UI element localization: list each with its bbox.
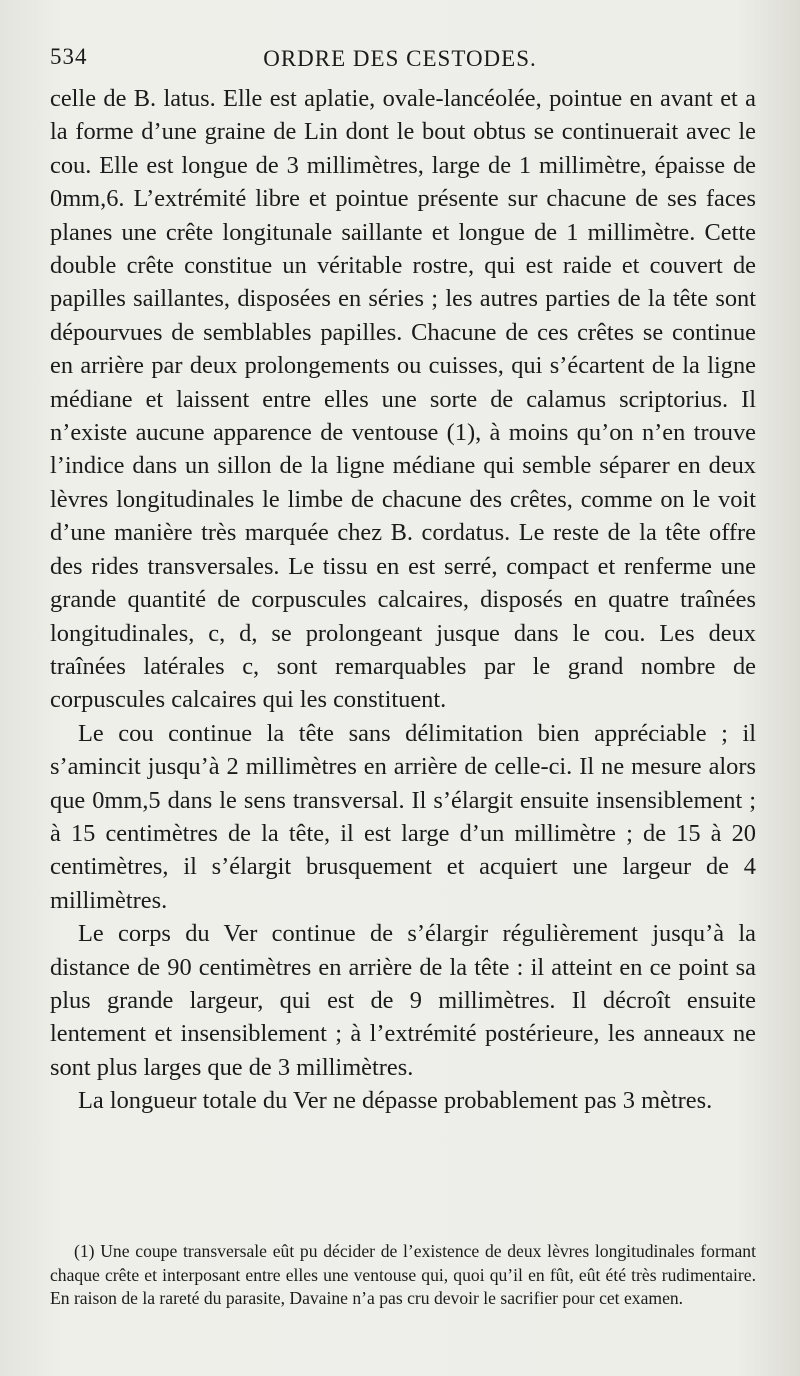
paragraph-head-description: celle de B. latus. Elle est aplatie, ovale-lancéolée, pointue en avant et a la forme d’une graine de Lin dont le bout obtus se continuerait avec le cou. Elle est longue de 3 millimètres, large de 1 millimètre, épaisse de 0mm,6. L’extrémité libre et pointue présente sur chacune de ses faces planes une crête longitunale saillante et longue de 1 millimètre. Cette double crête constitue un véritable rostre, qui est raide et couvert de papilles saillantes, disposées en séries ; les autres parties de la tête sont dépourvues de semblables papilles. Chacune de ces crêtes se continue en arrière par deux prolongements ou cuisses, qui s’écartent de la ligne médiane et laissent entre elles une sorte de calamus scriptorius. Il n’existe aucune apparence de ventouse (1), à moins qu’on n’en trouve l’indice dans un sillon de la ligne médiane qui semble séparer en deux lèvres longitudinales le limbe de chacune des crêtes, comme on le voit d’une manière très marquée chez B. cordatus. Le reste de la tête offre des rides transversales. Le tissu en est serré, compact et renferme une grande quantité de corpuscules calcaires, disposés en quatre traînées longitudinales, c, d, se prolongeant jusque dans le cou. Les deux traînées latérales c, sont remarquables par le grand nombre de corpuscules calcaires qui les constituent.: [50, 85, 756, 714]
footnote: (1) Une coupe transversale eût pu décider de l’existence de deux lèvres longitudinales formant chaque crête et interposant entre elles une ventouse qui, quoi qu’il en fût, eût été très rudimentaire. En raison de la rareté du parasite, Davaine n’a pas cru devoir le sacrifier pour cet examen.: [50, 1241, 756, 1309]
page-header: [50, 38, 750, 78]
paragraph-body-width: Le corps du Ver continue de s’élargir régulièrement jusqu’à la distance de 90 centimètres en arrière de la tête : il atteint en ce point sa plus grande largeur, qui est de 9 millimètres. Il décroît ensuite lentement et insensiblement ; à l’extrémité postérieure, les anneaux ne sont plus larges que de 3 millimètres.: [50, 920, 756, 1081]
body-text: [50, 82, 756, 1118]
paragraph-total-length: La longueur totale du Ver ne dépasse probablement pas 3 mètres.: [78, 1087, 713, 1115]
paragraph-neck: Le cou continue la tête sans délimitation bien appréciable ; il s’amincit jusqu’à 2 millimètres en arrière de celle-ci. Il ne mesure alors que 0mm,5 dans le sens transversal. Il s’élargit ensuite insensiblement ; à 15 centimètres de la tête, il est large d’un millimètre ; de 15 à 20 centimètres, il s’élargit brusquement et acquiert une largeur de 4 millimètres.: [50, 719, 756, 914]
page-number: 534: [50, 44, 88, 69]
running-title: ORDRE DES CESTODES.: [263, 46, 537, 71]
